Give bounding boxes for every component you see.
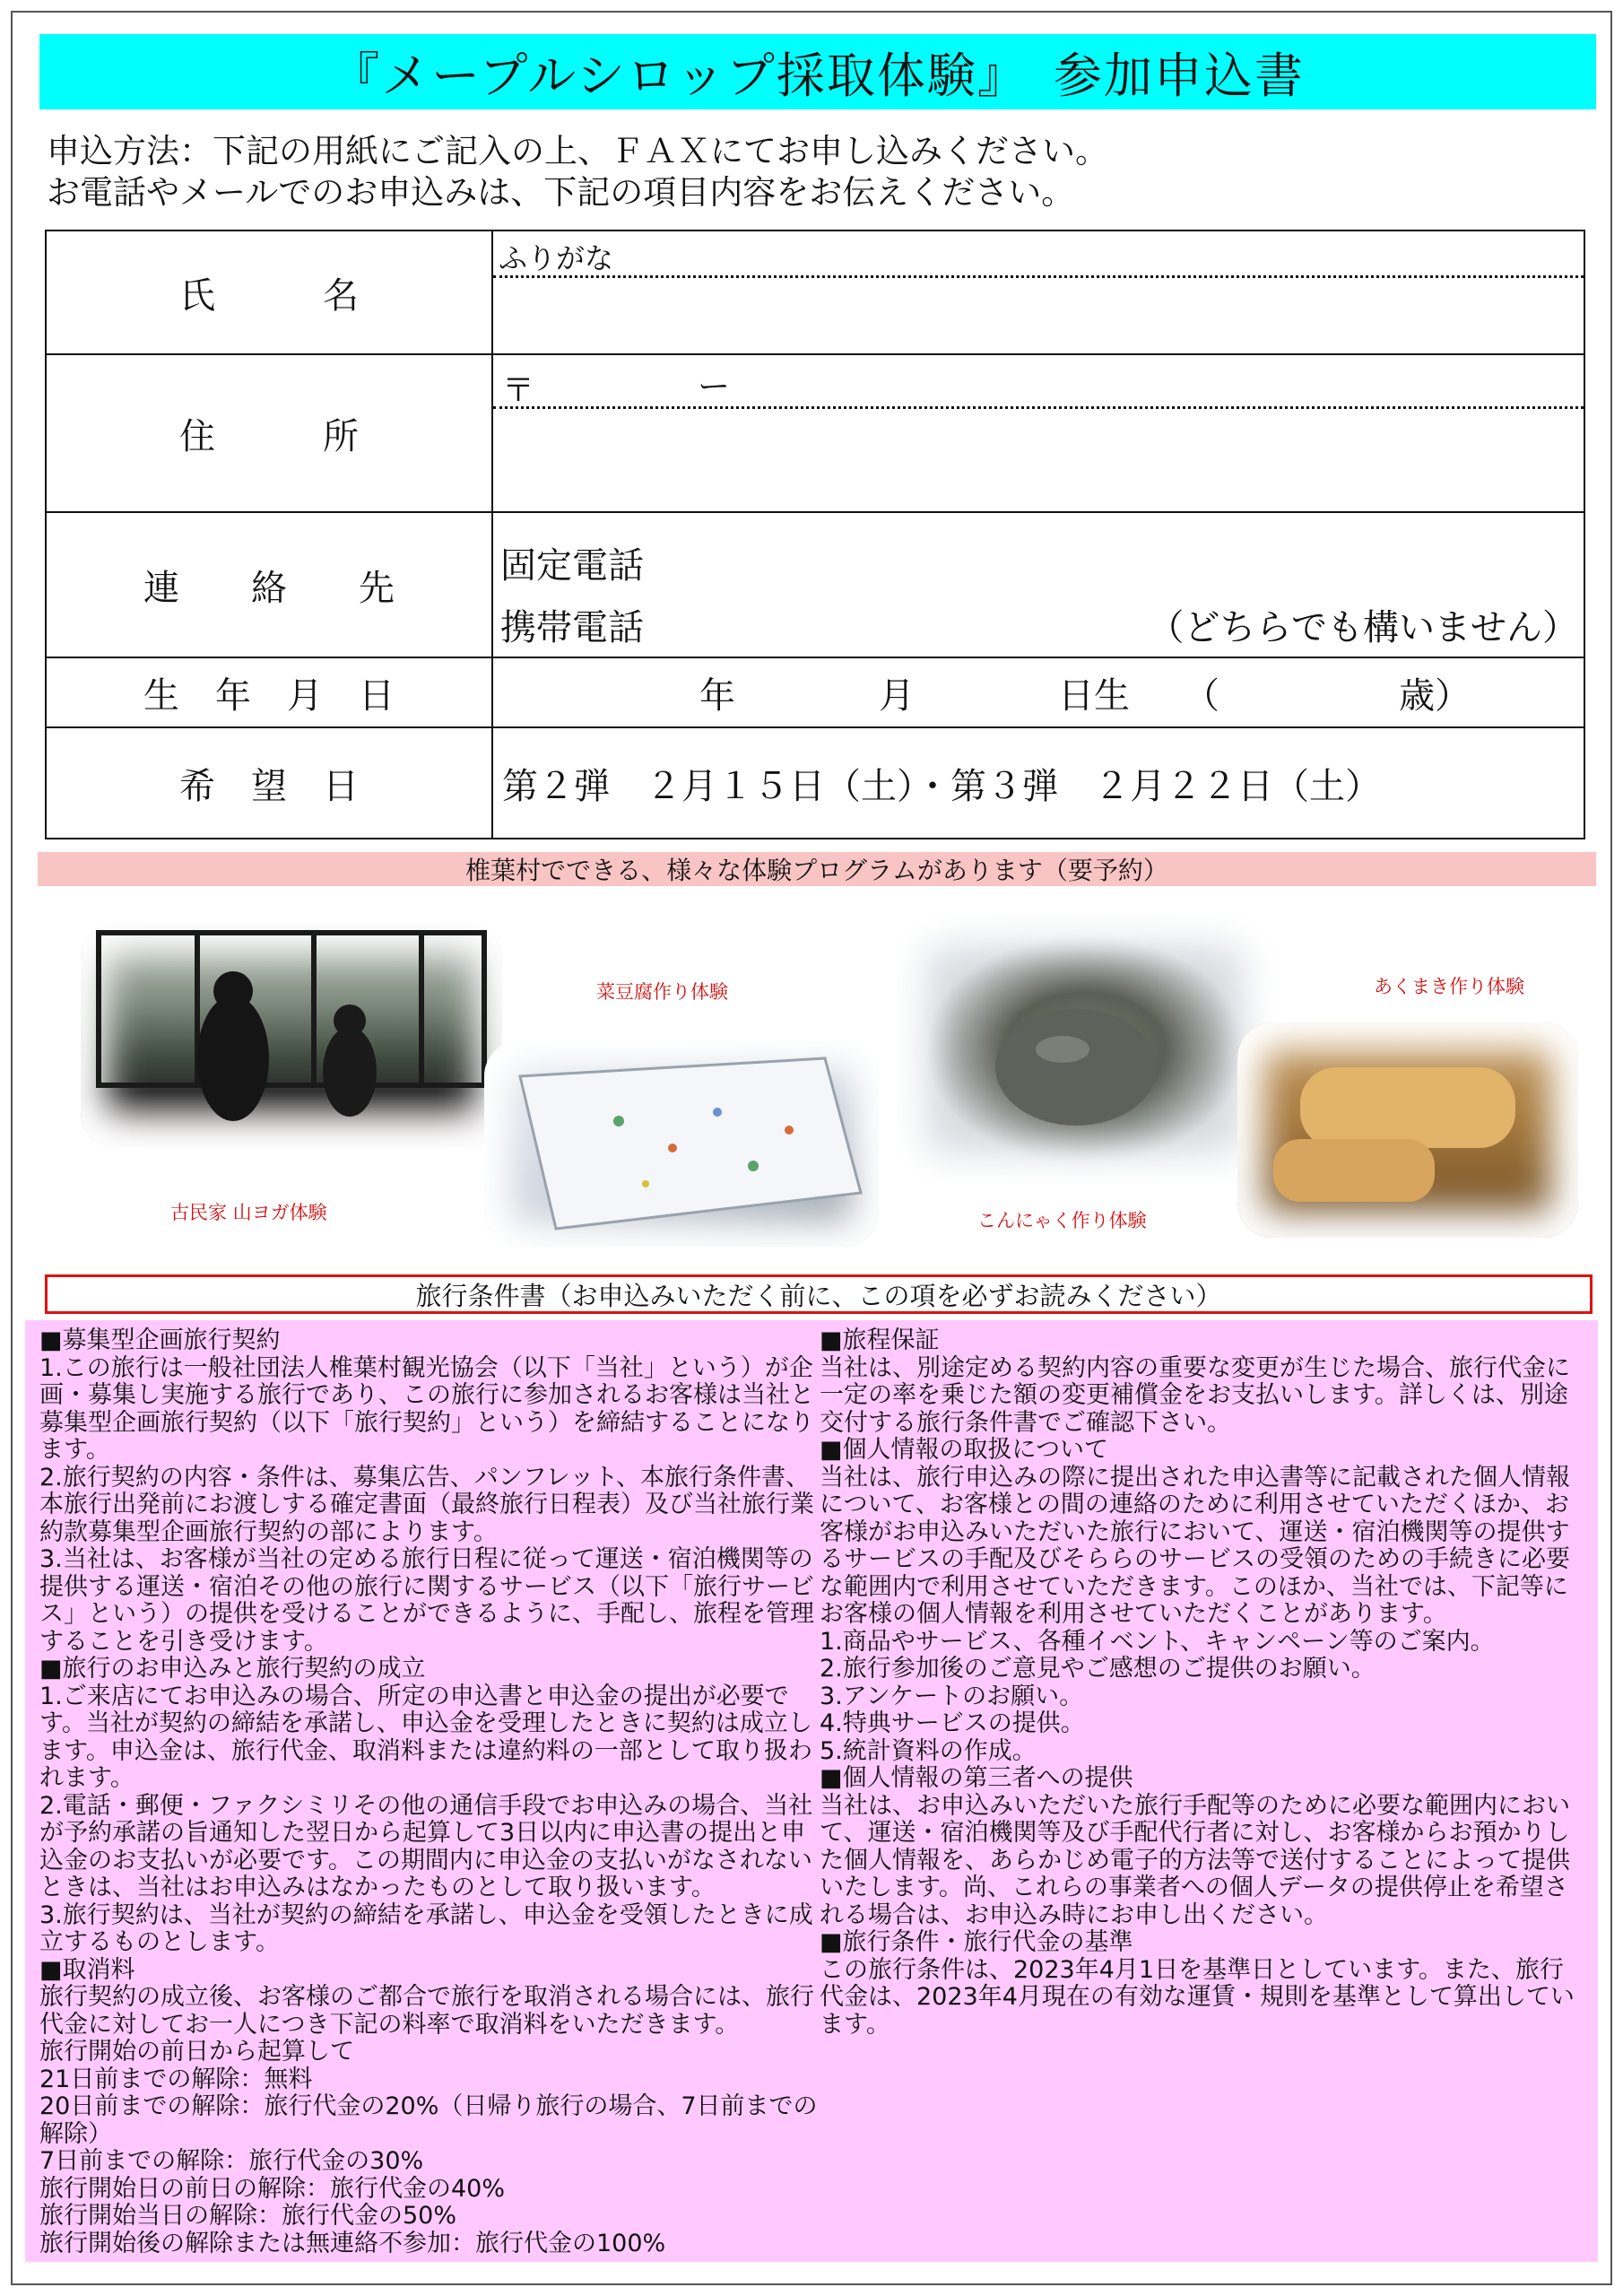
right-heading: ■個人情報の第三者への提供 — [820, 1764, 1133, 1792]
birth-label: 生 年 月 日 — [46, 657, 492, 727]
left-paragraph: 3.旅行契約は、当社が契約の締結を承諾し、申込金を受領したときに成立するものとします。 — [39, 1900, 813, 1956]
yoga-window-graphic — [81, 924, 502, 1148]
right-paragraph: 1.商品やサービス、各種イベント、キャンペーン等のご案内。 — [820, 1627, 1495, 1656]
name-row — [46, 230, 1584, 354]
left-paragraph: 3.当社は、お客様が当社の定める旅行日程に従って運送・宿泊機関等の提供する運送・宿泊その他の旅行に関するサービス（以下「旅行サービス」という）の提供を受けることができるように、手配し、旅程を管理することを引き受けます。 — [39, 1545, 814, 1656]
name-field[interactable] — [492, 230, 1584, 354]
conditions-right-column — [820, 1327, 1587, 2039]
left-paragraph: 1.この旅行は一般社団法人椎葉村観光協会（以下「当社」という）が企画・募集し実施する旅行であり、この旅行に参加されるお客様は当社と募集型企画旅行契約（以下「旅行契約」という）を締結することになります。 — [39, 1353, 814, 1464]
left-paragraph: 旅行開始の前日から起算して — [39, 2038, 354, 2066]
left-paragraph: 旅行開始日の前日の解除：旅行代金の40% — [39, 2174, 506, 2203]
birth-row — [46, 657, 1584, 727]
program-banner — [38, 852, 1596, 886]
postal-dash: ー — [698, 369, 731, 405]
right-paragraph: 3.アンケートのお願い。 — [820, 1682, 1084, 1710]
contact-label: 連 絡 先 — [46, 512, 492, 657]
tofu-photo — [484, 1040, 879, 1247]
right-paragraph: 当社は、旅行申込みの際に提出された申込書等に記載された個人情報について、お客様との間の連絡のために利用させていただくほか、お客様がお申込みいただいた旅行において、運送・宿泊機関等の提供するサービスの手配及びそららのサービスの受領のための手続きに必要な範囲内で利用させていただきます。このほか、当社では、下記等にお客様の個人情報を利用させていただくことがあります。 — [820, 1463, 1570, 1628]
tofu-graphic — [484, 1040, 879, 1247]
tofu-caption: 菜豆腐作り体験 — [596, 981, 728, 1003]
konnyaku-caption: こんにゃく作り体験 — [977, 1210, 1147, 1231]
left-paragraph: 1.ご来店にてお申込みの場合、所定の申込書と申込金の提出が必要です。当社が契約の締結を承諾し、申込金を受理したときに契約は成立します。申込金は、旅行代金、取消料または違約料の一部として取り扱われます。 — [39, 1682, 812, 1792]
right-heading: ■個人情報の取扱について — [820, 1436, 1108, 1464]
address-label: 住 所 — [46, 354, 492, 512]
conditions-heading-text: 旅行条件書（お申込みいただく前に、この項を必ずお読みください） — [415, 1280, 1222, 1311]
right-paragraph: 当社は、別途定める契約内容の重要な変更が生じた場合、旅行代金に一定の率を乗じた額の変更補償金をお支払いします。詳しくは、別途交付する旅行条件書でご確認下さい。 — [820, 1353, 1570, 1437]
contact-field[interactable] — [492, 512, 1584, 657]
right-paragraph: 当社は、お申込みいただいた旅行手配等のために必要な範囲内において、運送・宿泊機関等及び手配代行者に対し、お客様からお預かりした個人情報を、あらかじめ電子的方法等で送付することによって提供いたします。尚、これらの事業者への個人データの提供停止を希望される場合は、お申込み時にお申し出ください。 — [820, 1791, 1570, 1929]
instruction-line-1: 申込方法：下記の用紙にご記入の上、ＦＡＸにてお申し込みください。 — [47, 132, 1108, 170]
right-paragraph: 4.特典サービスの提供。 — [820, 1709, 1085, 1737]
postal-mark: 〒 — [502, 372, 535, 409]
title-text: 『メープルシロップ採取体験』 参加申込書 — [331, 47, 1305, 104]
left-paragraph: 20日前までの解除：旅行代金の20%（日帰り旅行の場合、7日前までの解除） — [39, 2092, 818, 2148]
left-paragraph: 旅行開始後の解除または無連絡不参加：旅行代金の100% — [39, 2229, 666, 2257]
left-paragraph: 旅行契約の成立後、お客様のご都合で旅行を取消される場合には、旅行代金に対してお一人につき下記の料率で取消料をいただきます。 — [39, 1983, 814, 2039]
wish-date-label: 希 望 日 — [46, 727, 492, 839]
left-paragraph: 旅行開始当日の解除：旅行代金の50% — [39, 2202, 457, 2230]
akumaki-caption: あくまき作り体験 — [1374, 976, 1524, 997]
left-paragraph: 7日前までの解除：旅行代金の30% — [39, 2147, 424, 2175]
left-paragraph: 21日前までの解除：無料 — [39, 2065, 313, 2093]
konnyaku-photo — [897, 915, 1273, 1184]
conditions-left-column — [39, 1327, 820, 2257]
right-heading: ■旅行条件・旅行代金の基準 — [820, 1928, 1133, 1956]
address-field[interactable] — [492, 354, 1584, 512]
application-form — [45, 230, 1585, 839]
wish-date-row — [46, 727, 1584, 839]
furigana-label: ふりがな — [499, 241, 614, 275]
akumaki-photo — [1237, 1022, 1578, 1238]
landline-label: 固定電話 — [500, 545, 644, 587]
furigana-divider — [493, 275, 1584, 278]
address-row — [46, 354, 1584, 512]
birth-field[interactable]: 年 月 日生 （ 歳） — [492, 657, 1584, 727]
wish-date-options[interactable]: 第２弾 ２月１５日（土）・第３弾 ２月２２日（土） — [492, 727, 1584, 839]
mobile-label: 携帯電話 — [500, 607, 644, 648]
either-note: （どちらでも構いません） — [1148, 607, 1578, 648]
yoga-photo — [81, 924, 502, 1148]
contact-row — [46, 512, 1584, 657]
program-banner-text: 椎葉村でできる、様々な体験プログラムがあります（要予約） — [465, 856, 1168, 885]
akumaki-graphic — [1237, 1022, 1578, 1238]
instruction-line-2: お電話やメールでのお申込みは、下記の項目内容をお伝えください。 — [47, 173, 1075, 212]
left-heading: ■旅行のお申込みと旅行契約の成立 — [39, 1655, 426, 1683]
konnyaku-graphic — [897, 915, 1273, 1184]
postal-divider — [493, 406, 1584, 409]
page-title — [39, 34, 1596, 109]
right-heading: ■旅程保証 — [820, 1326, 940, 1354]
left-paragraph: 2.電話・郵便・ファクシミリその他の通信手段でお申込みの場合、当社が予約承諾の旨通知した翌日から起算して3日以内に申込書の提出と申込金のお支払いが必要です。この期間内に申込金の支払いがなされないときは、当社はお申込みはなかったものとして取り扱います。 — [39, 1791, 813, 1901]
right-paragraph: 5.統計資料の作成。 — [820, 1736, 1037, 1765]
name-label: 氏 名 — [46, 230, 492, 354]
travel-conditions — [25, 1320, 1598, 2262]
right-paragraph: 2.旅行参加後のご意見やご感想のご提供のお願い。 — [820, 1655, 1376, 1683]
right-paragraph: この旅行条件は、2023年4月1日を基準日としています。また、旅行代金は、2023年4月現在の有効な運賃・規則を基準として算出しています。 — [820, 1955, 1575, 2039]
left-heading: ■取消料 — [39, 1955, 135, 1984]
conditions-heading — [45, 1274, 1593, 1314]
left-paragraph: 2.旅行契約の内容・条件は、募集広告、パンフレット、本旅行条件書、本旅行出発前にお渡しする確定書面（最終旅行日程表）及び当社旅行業約款募集型企画旅行契約の部によります。 — [39, 1463, 814, 1546]
application-instructions — [47, 131, 1589, 213]
left-heading: ■募集型企画旅行契約 — [39, 1326, 281, 1354]
yoga-caption: 古民家 山ヨガ体験 — [170, 1202, 327, 1223]
